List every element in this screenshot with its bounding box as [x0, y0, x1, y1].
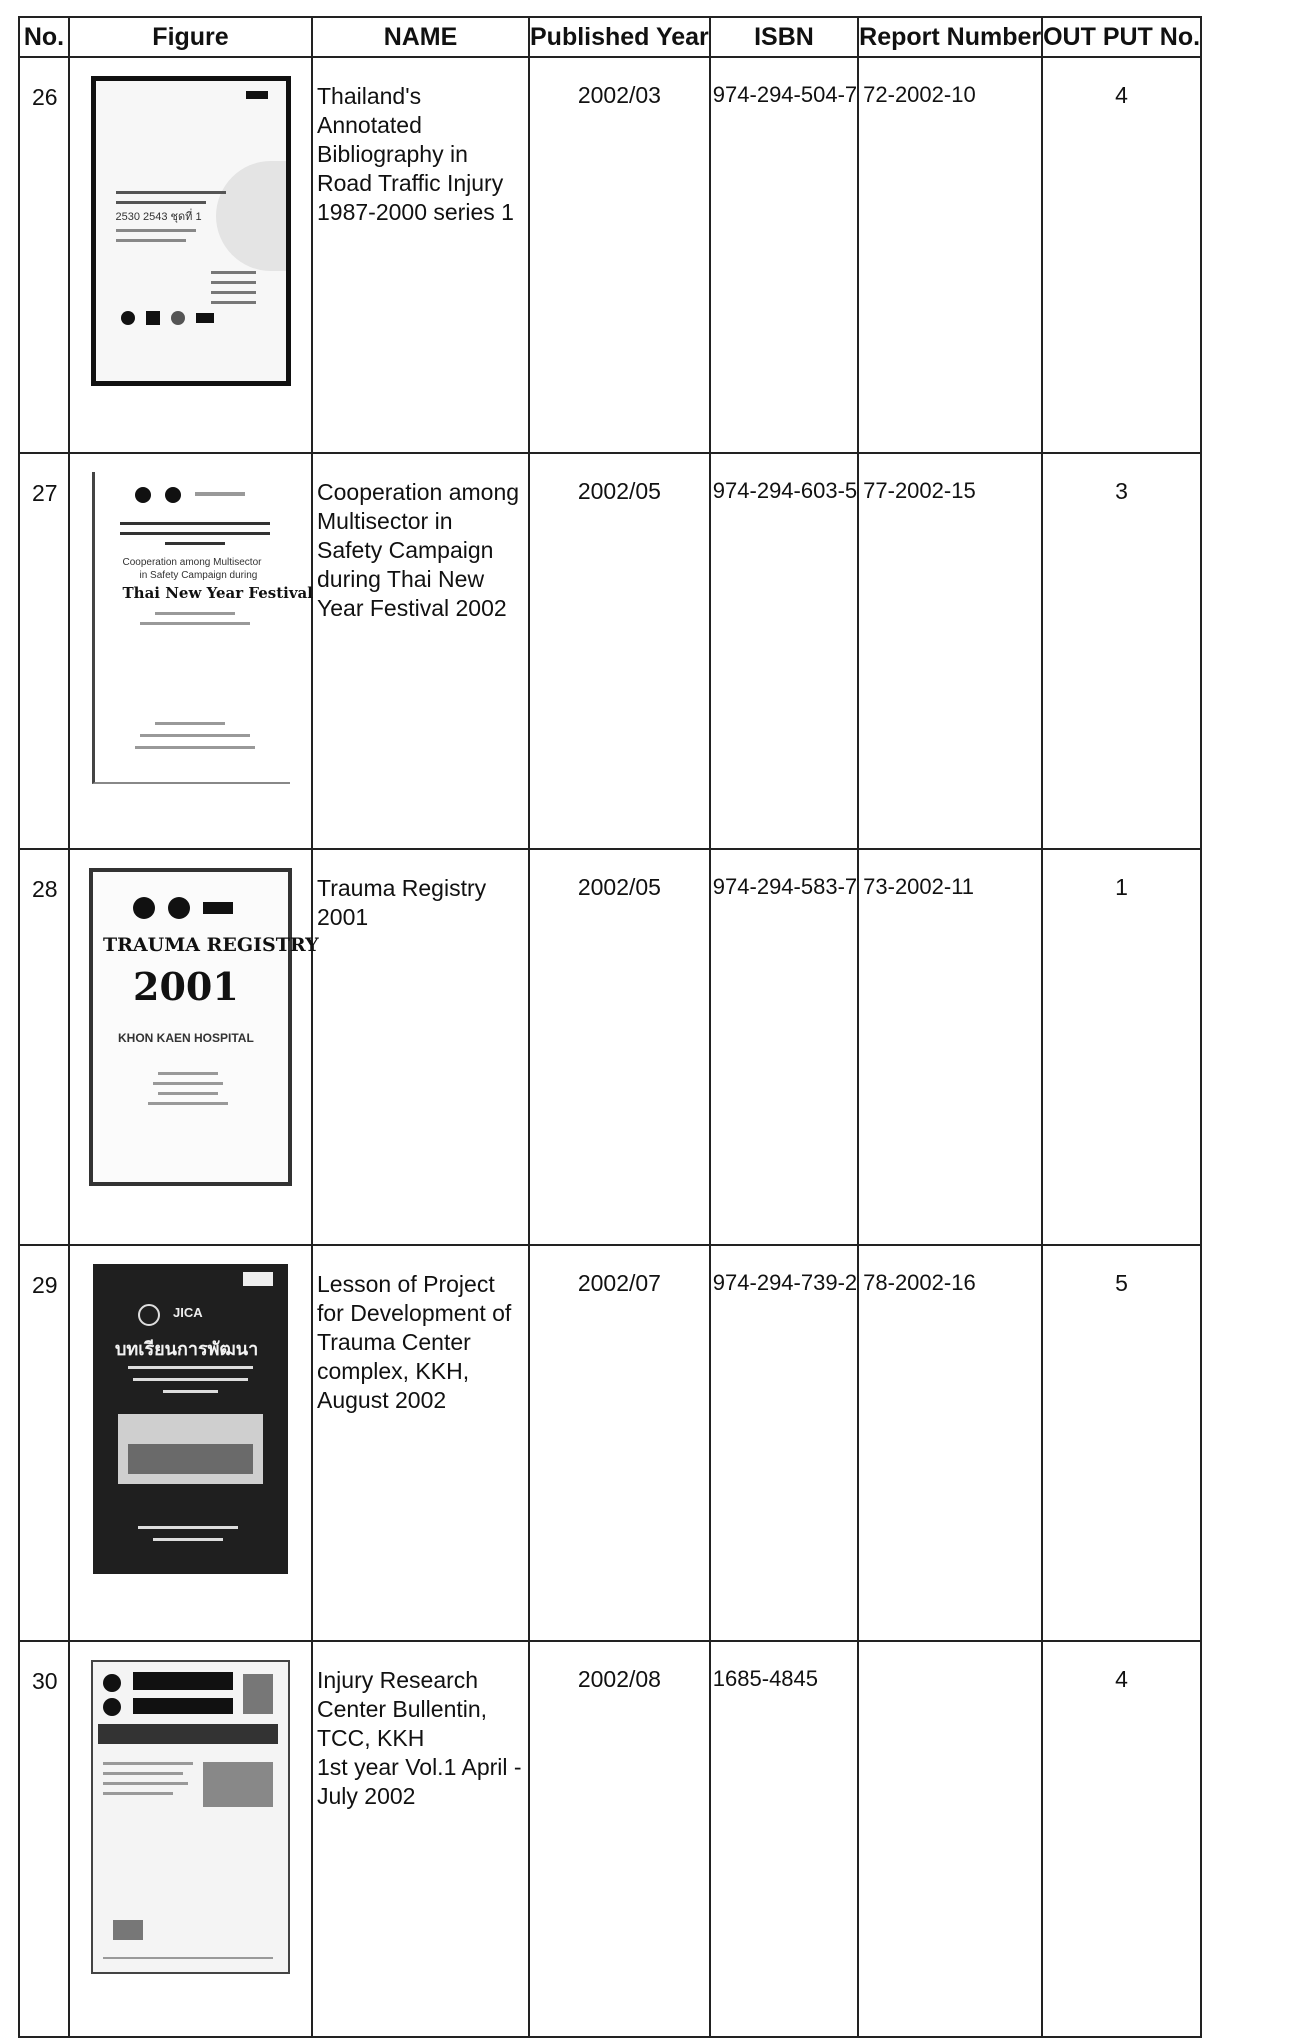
figure-cell: [69, 453, 312, 849]
book-cover-image: [91, 76, 291, 386]
published-year: 2002/05: [529, 849, 710, 1245]
table-row: [19, 1245, 1201, 1641]
header-no: No.: [19, 17, 69, 57]
publication-name: Lesson of Project for Development of Trauma Center complex, KKH, August 2002: [312, 1245, 529, 1641]
cover-title: Thai New Year Festival: [122, 584, 313, 602]
report-number: 72-2002-10: [858, 57, 1042, 453]
cover-title: บทเรียนการพัฒนา: [115, 1339, 259, 1360]
cover-subtitle-2: in Safety Campaign during: [139, 570, 258, 581]
cover-year: 2001: [133, 964, 239, 1009]
output-number: 4: [1042, 57, 1201, 453]
output-number: 3: [1042, 453, 1201, 849]
book-cover-image: [91, 1660, 290, 1974]
row-number: 30: [19, 1641, 69, 2037]
header-name: NAME: [312, 17, 529, 57]
publication-name: Injury Research Center Bullentin, TCC, KKH 1st year Vol.1 April - July 2002: [312, 1641, 529, 2037]
figure-cell: [69, 1641, 312, 2037]
table-row: [19, 1641, 1201, 2037]
cover-text: 2530 2543 ชุดที่ 1: [115, 211, 202, 223]
isbn: 1685-4845: [710, 1641, 858, 2037]
report-number: 77-2002-15: [858, 453, 1042, 849]
row-number: 27: [19, 453, 69, 849]
report-number: [858, 1641, 1042, 2037]
table-row: [19, 849, 1201, 1245]
output-number: 1: [1042, 849, 1201, 1245]
header-output-no: OUT PUT No.: [1042, 17, 1201, 57]
figure-cell: [69, 57, 312, 453]
isbn: 974-294-739-2: [710, 1245, 858, 1641]
published-year: 2002/05: [529, 453, 710, 849]
row-number: 29: [19, 1245, 69, 1641]
cover-hospital: KHON KAEN HOSPITAL: [118, 1031, 254, 1045]
row-number: 26: [19, 57, 69, 453]
cover-logo: JICA: [173, 1305, 203, 1320]
published-year: 2002/03: [529, 57, 710, 453]
table-row: [19, 453, 1201, 849]
header-figure: Figure: [69, 17, 312, 57]
output-number: 5: [1042, 1245, 1201, 1641]
isbn: 974-294-603-5: [710, 453, 858, 849]
header-isbn: ISBN: [710, 17, 858, 57]
header-report-number: Report Number: [858, 17, 1042, 57]
isbn: 974-294-583-7: [710, 849, 858, 1245]
publication-name: Cooperation among Multisector in Safety Campaign during Thai New Year Festival 2002: [312, 453, 529, 849]
row-number: 28: [19, 849, 69, 1245]
report-number: 78-2002-16: [858, 1245, 1042, 1641]
isbn: 974-294-504-7: [710, 57, 858, 453]
published-year: 2002/07: [529, 1245, 710, 1641]
header-row: [19, 17, 1201, 57]
cover-subtitle-1: Cooperation among Multisector: [122, 557, 262, 568]
book-cover-image: [92, 472, 313, 784]
output-number: 4: [1042, 1641, 1201, 2037]
publication-name: Thailand's Annotated Bibliography in Road Traffic Injury 1987-2000 series 1: [312, 57, 529, 453]
publications-table: [18, 16, 1202, 2038]
header-published-year: Published Year: [529, 17, 710, 57]
table-row: [19, 57, 1201, 453]
figure-cell: [69, 1245, 312, 1641]
book-cover-image: [93, 1264, 288, 1574]
publication-name: Trauma Registry 2001: [312, 849, 529, 1245]
figure-cell: [69, 849, 319, 1245]
book-cover-image: [89, 868, 319, 1186]
cover-title: TRAUMA REGISTRY: [103, 934, 319, 956]
report-number: 73-2002-11: [858, 849, 1042, 1245]
published-year: 2002/08: [529, 1641, 710, 2037]
